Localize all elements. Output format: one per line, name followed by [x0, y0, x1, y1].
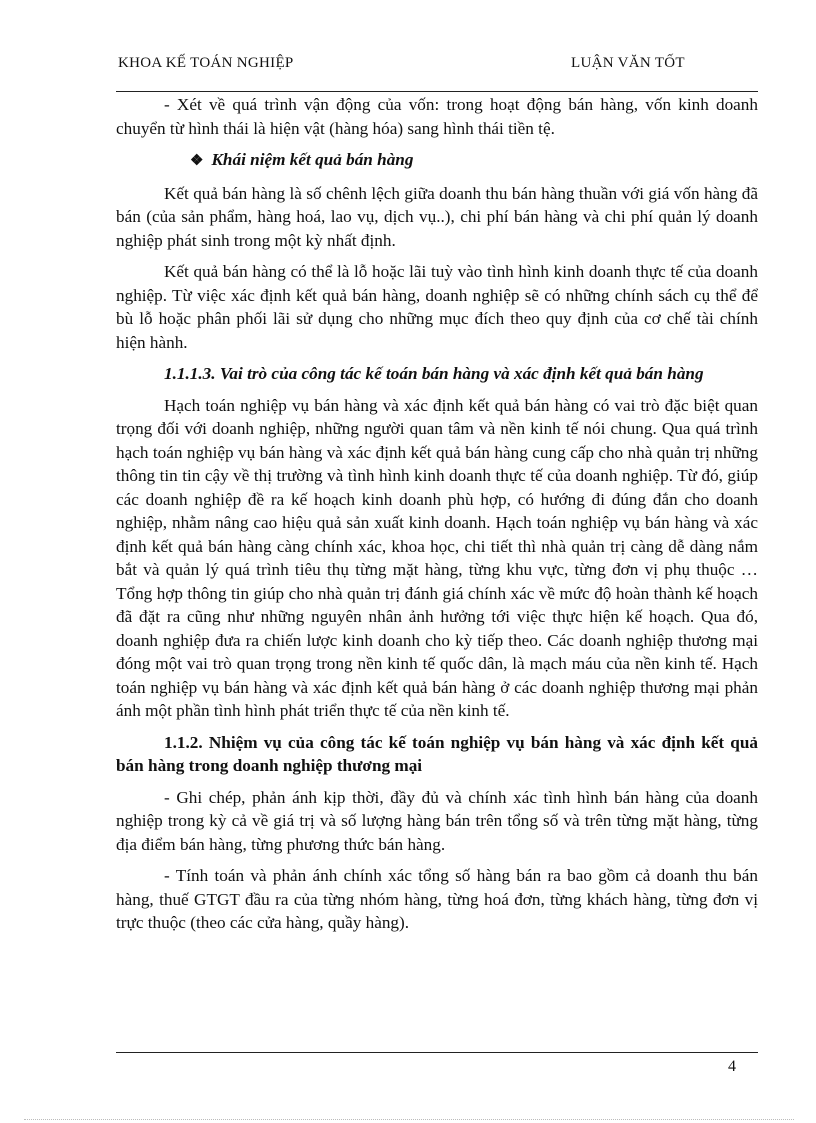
- heading-section-1-1-1-3: 1.1.1.3. Vai trò của công tác kế toán bán hàng và xác định kết quả bán hàng: [164, 364, 704, 383]
- page-bottom-dotted-edge: [24, 1119, 794, 1120]
- footer-rule: [116, 1052, 758, 1053]
- paragraph-task-calculate: - Tính toán và phản ánh chính xác tổng số hàng bán ra bao gồm cả doanh thu bán hàng, thuế GTGT đầu ra của từng nhóm hàng, từng hoá đơn, từng khách hàng, từng đơn vị trực thuộc (theo các cửa hàng, quầy hàng).: [116, 866, 758, 932]
- heading-section-1-1-2: 1.1.2. Nhiệm vụ của công tác kế toán nghiệp vụ bán hàng và xác định kết quả bán hàng trong doanh nghiệp thương mại: [116, 732, 758, 775]
- paragraph-role-of-accounting: Hạch toán nghiệp vụ bán hàng và xác định kết quả bán hàng có vai trò đặc biệt quan trọng đối với doanh nghiệp, những người quan tâm và nền kinh tế nói chung. Qua quá trình hạch toán nghiệp vụ bán hàng và xác định kết quả bán hàng cung cấp cho nhà quản trị những thông tin tin cậy về thị trường và tình hình kinh doanh thực tế của doanh nghiệp. Từ đó, giúp các doanh nghiệp đề ra kế hoạch kinh doanh phù hợp, có hướng đi đúng đắn cho doanh nghiệp, nhằm nâng cao hiệu quả sản xuất kinh doanh. Hạch toán nghiệp vụ bán hàng và xác định kết quả bán hàng càng chính xác, khoa học, chi tiết thì nhà quản trị càng dễ dàng nắm bắt và quản lý quá trình tiêu thụ từng mặt hàng, từng khu vực, từng đơn vị phụ thuộc … Tổng hợp thông tin giúp cho nhà quản trị đánh giá chính xác về mức độ hoàn thành kế hoạch đã đặt ra cũng như những nguyên nhân ảnh hưởng tới việc thực hiện kế hoạch. Qua đó, doanh nghiệp đưa ra chiến lược kinh doanh cho kỳ tiếp theo. Các doanh nghiệp thương mại đóng một vai trò quan trọng trong nền kinh tế quốc dân, là mạch máu của nền kinh tế. Hạch toán nghiệp vụ bán hàng và xác định kết quả bán hàng ở các doanh nghiệp thương mại phản ánh một phần tình hình phát triển thực tế của nền kinh tế.: [116, 395, 758, 720]
- page-number: 4: [728, 1058, 736, 1075]
- heading-sales-result-concept: [116, 148, 758, 174]
- paragraph-capital-movement: - Xét về quá trình vận động của vốn: trong hoạt động bán hàng, vốn kinh doanh chuyển từ hình thái là hiện vật (hàng hóa) sang hình thái tiền tệ.: [116, 95, 758, 138]
- heading-sales-result-concept-text: Khái niệm kết quả bán hàng: [211, 150, 414, 169]
- body-content: [116, 93, 758, 935]
- paragraph-task-record: - Ghi chép, phản ánh kịp thời, đầy đủ và chính xác tình hình bán hàng của doanh nghiệp trong kỳ cả về giá trị và số lượng hàng bán trên tổng số và trên từng mặt hàng, từng địa điểm bán hàng, từng phương thức bán hàng.: [116, 787, 758, 854]
- paragraph-profit-loss: Kết quả bán hàng có thể là lỗ hoặc lãi tuỳ vào tình hình kinh doanh thực tế của doanh nghiệp. Từ việc xác định kết quả bán hàng, doanh nghiệp sẽ có những chính sách cụ thể để bù lỗ hoặc phân phối lãi sử dụng cho những mục đích theo quy định của cơ chế tài chính hiện hành.: [116, 262, 758, 352]
- header-right: LUẬN VĂN TỐT: [571, 55, 685, 71]
- header-left: KHOA KẾ TOÁN NGHIỆP: [118, 55, 294, 71]
- diamond-bullet-icon: ❖: [190, 153, 204, 169]
- paragraph-sales-result-definition: Kết quả bán hàng là số chênh lệch giữa doanh thu bán hàng thuần với giá vốn hàng đã bán (của sản phẩm, hàng hoá, lao vụ, dịch vụ..), chi phí bán hàng và chi phí quản lý doanh nghiệp phát sinh trong một kỳ nhất định.: [116, 183, 758, 250]
- header-rule: [116, 91, 758, 92]
